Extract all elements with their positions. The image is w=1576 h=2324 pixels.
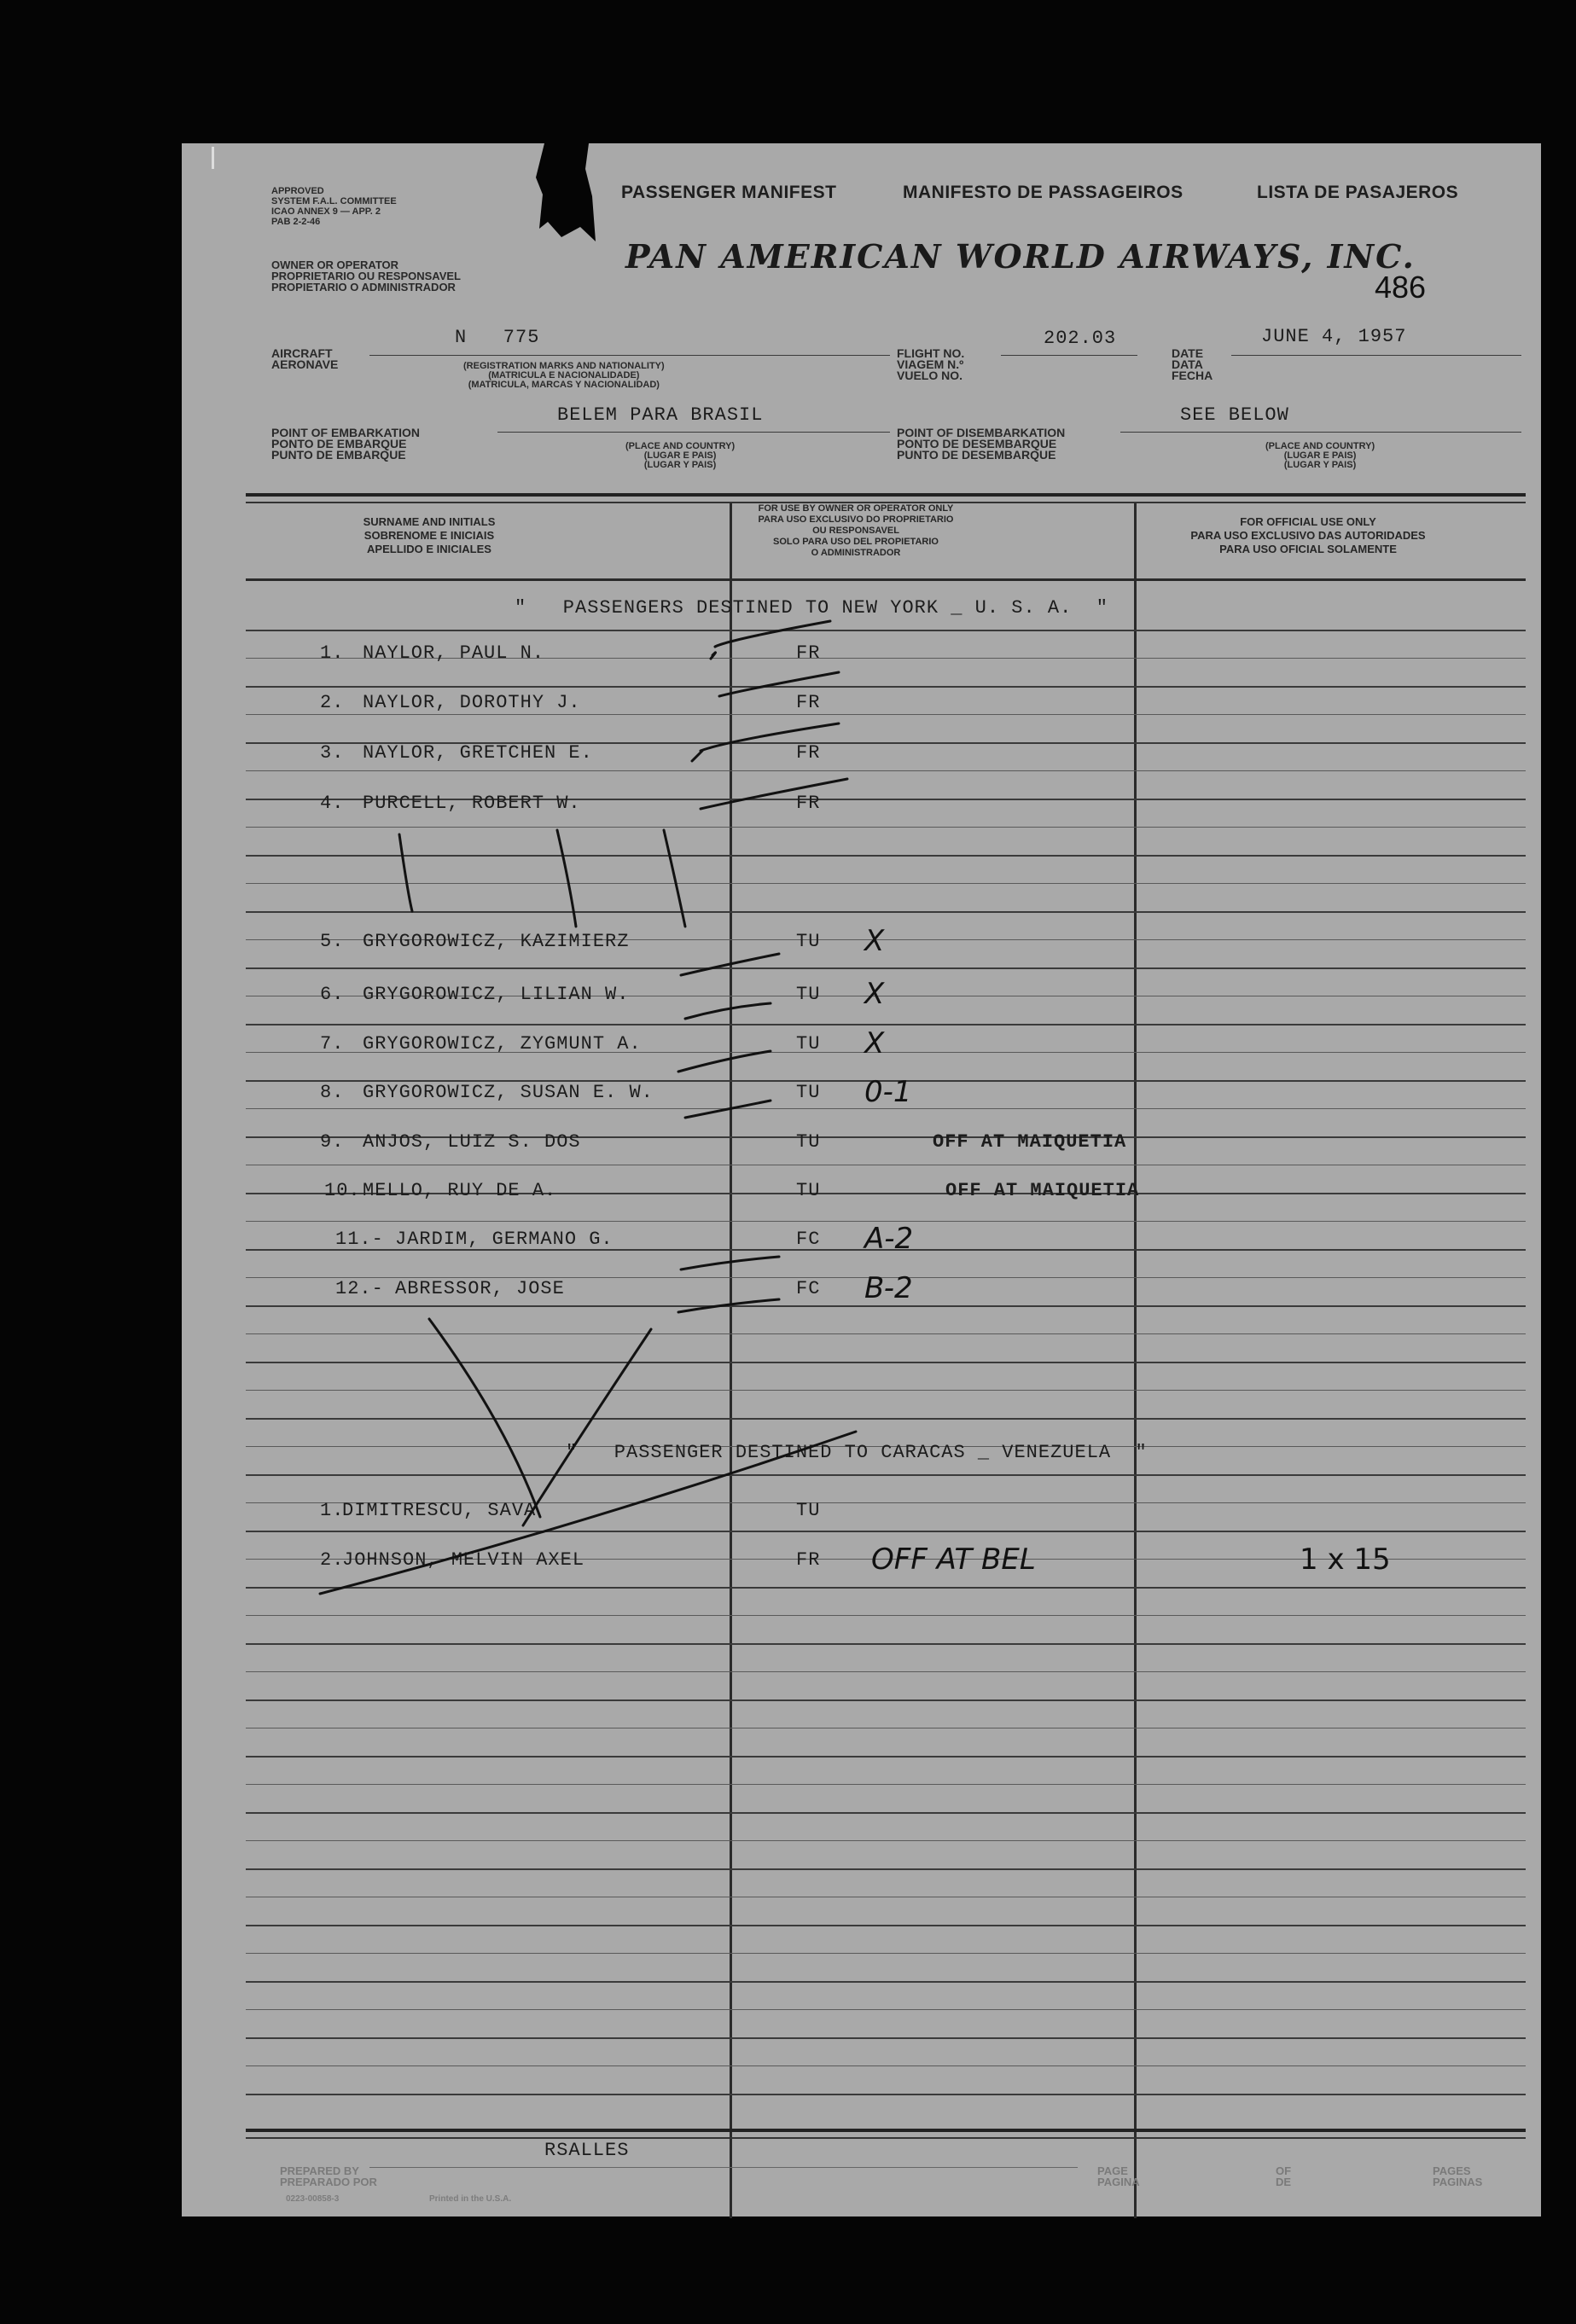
passenger-number: 8.	[320, 1082, 345, 1103]
passenger-name: NAYLOR, PAUL N.	[363, 642, 545, 664]
section-heading-ny: " PASSENGERS DESTINED TO NEW YORK _ U. S. A. "	[515, 597, 1108, 619]
prepared-label: PREPARADO POR	[280, 2176, 377, 2188]
embark-sublabel: (LUGAR Y PAIS)	[643, 460, 717, 470]
passenger-note: X	[864, 924, 885, 958]
passenger-class-code: FR	[796, 793, 821, 814]
passenger-note: OFF AT MAIQUETIA	[945, 1180, 1140, 1201]
passenger-class-code: FR	[796, 742, 821, 764]
check-mark	[719, 672, 839, 696]
check-mark	[715, 621, 830, 647]
passenger-note: OFF AT MAIQUETIA	[933, 1131, 1127, 1153]
disembark-value: SEE BELOW	[1180, 404, 1289, 426]
title-en: PASSENGER MANIFEST	[621, 183, 837, 202]
of-labels	[1276, 2165, 1291, 2187]
prepared-labels	[280, 2165, 377, 2187]
aircraft-value: N 775	[455, 327, 540, 348]
passenger-name: GRYGOROWICZ, KAZIMIERZ	[363, 931, 630, 952]
passenger-number: 12.-	[335, 1278, 384, 1299]
check-mark	[711, 653, 716, 659]
large-x-stroke	[523, 1329, 651, 1525]
disembark-label: PONTO DE DESEMBARQUE	[897, 437, 1057, 450]
col-header-line: SURNAME AND INITIALS	[363, 515, 496, 528]
dash-mark	[685, 1101, 771, 1118]
passenger-name: ABRESSOR, JOSE	[395, 1278, 565, 1299]
aircraft-label: AIRCRAFT	[271, 346, 333, 360]
embark-sublabel: (PLACE AND COUNTRY)	[625, 441, 736, 451]
pages-label: PAGINAS	[1433, 2176, 1483, 2188]
title-pt: MANIFESTO DE PASSAGEIROS	[903, 183, 1183, 202]
passenger-note: A-2	[864, 1222, 914, 1256]
col-header-line: O ADMINISTRADOR	[811, 548, 901, 558]
owner-label: PROPIETARIO O ADMINISTRADOR	[271, 281, 456, 293]
disembark-label: POINT OF DISEMBARKATION	[897, 426, 1066, 439]
approval-line: APPROVED	[271, 186, 324, 196]
passenger-name: NAYLOR, DOROTHY J.	[363, 692, 581, 713]
dash-mark	[678, 1299, 779, 1312]
aircraft-label: AERONAVE	[271, 357, 339, 371]
col-header-line: FOR OFFICIAL USE ONLY	[1240, 515, 1376, 528]
passenger-number: 4.	[320, 793, 345, 814]
col-header-line: SOLO PARA USO DEL PROPIETARIO	[773, 537, 939, 547]
passenger-number: 2.	[320, 1549, 345, 1571]
printed-note: Printed in the U.S.A.	[429, 2194, 512, 2204]
passenger-number: 7.	[320, 1033, 345, 1055]
passenger-name: ANJOS, LUIZ S. DOS	[363, 1131, 581, 1153]
flight-label: FLIGHT NO.	[897, 346, 965, 360]
passenger-number: 6.	[320, 984, 345, 1005]
pages-labels	[1433, 2165, 1482, 2187]
passenger-name: JARDIM, GERMANO G.	[395, 1229, 614, 1250]
check-mark	[701, 723, 839, 751]
section-heading-ccs: " PASSENGER DESTINED TO CARACAS _ VENEZUELA "	[566, 1442, 1148, 1463]
dash-mark	[681, 1257, 779, 1269]
prepared-label: PREPARED BY	[280, 2164, 359, 2177]
owner-label: PROPRIETARIO OU RESPONSAVEL	[271, 270, 461, 282]
passenger-number: 11.-	[335, 1229, 384, 1250]
passenger-number: 1.	[320, 642, 345, 664]
strike-mark	[399, 834, 412, 911]
passenger-name: GRYGOROWICZ, SUSAN E. W.	[363, 1082, 654, 1103]
passenger-note: 0-1	[864, 1075, 912, 1109]
page-labels	[1097, 2165, 1140, 2187]
check-mark	[692, 751, 702, 761]
dash-mark	[678, 1051, 771, 1072]
page-number-stamp: 486	[1375, 270, 1427, 305]
passenger-class-code: TU	[796, 931, 821, 952]
passenger-number: 5.	[320, 931, 345, 952]
strike-mark	[557, 830, 576, 927]
flight-value: 202.03	[1044, 328, 1117, 349]
col-header-line: FOR USE BY OWNER OR OPERATOR ONLY	[758, 503, 954, 514]
disembark-sublabel: (LUGAR Y PAIS)	[1283, 460, 1357, 470]
passenger-note: OFF AT BEL	[871, 1543, 1036, 1577]
col-header-line: APELLIDO E INICIALES	[367, 543, 491, 555]
col-header-line: SOBRENOME E INICIAIS	[363, 529, 495, 542]
passenger-note: B-2	[864, 1271, 913, 1305]
passenger-class-code: TU	[796, 1033, 821, 1055]
check-mark	[701, 779, 847, 809]
passenger-class-code: TU	[796, 1082, 821, 1103]
embark-label: PUNTO DE EMBARQUE	[271, 448, 406, 462]
passenger-number: 9.	[320, 1131, 345, 1153]
pages-label: PAGES	[1433, 2164, 1471, 2177]
dash-mark	[685, 1003, 771, 1019]
handwritten-marks	[182, 143, 1541, 2217]
passenger-class-code: FR	[796, 692, 821, 713]
passenger-class-code: FR	[796, 642, 821, 664]
large-x-stroke	[429, 1319, 540, 1517]
flight-label: VUELO NO.	[897, 369, 963, 382]
passenger-note: X	[864, 977, 885, 1011]
passenger-name: GRYGOROWICZ, ZYGMUNT A.	[363, 1033, 642, 1055]
passenger-class-code: FC	[796, 1229, 821, 1250]
passenger-name: MELLO, RUY DE A.	[363, 1180, 557, 1201]
passenger-class-code: TU	[796, 1500, 821, 1521]
date-label: FECHA	[1172, 369, 1213, 382]
owner-label: OWNER OR OPERATOR	[271, 259, 399, 271]
embark-value: BELEM PARA BRASIL	[557, 404, 764, 426]
passenger-name: JOHNSON, MELVIN AXEL	[342, 1549, 585, 1571]
passenger-name: NAYLOR, GRETCHEN E.	[363, 742, 593, 764]
col-header-line: PARA USO OFICIAL SOLAMENTE	[1219, 543, 1397, 555]
strike-mark	[664, 830, 685, 927]
official-note: 1 x 15	[1300, 1543, 1391, 1577]
approval-line: ICAO ANNEX 9 — APP. 2	[271, 206, 381, 217]
passenger-number: 2.	[320, 692, 345, 713]
form-number: 0223-00858-3	[286, 2194, 340, 2204]
strike-through-line	[320, 1432, 856, 1594]
disembark-label: PUNTO DE DESEMBARQUE	[897, 448, 1056, 462]
disembark-sublabel: (LUGAR E PAIS)	[1283, 450, 1357, 461]
col-header-line: PARA USO EXCLUSIVO DAS AUTORIDADES	[1190, 529, 1426, 542]
passenger-number: 1.	[320, 1500, 345, 1521]
col-header-line: PARA USO EXCLUSIVO DO PROPRIETARIO	[758, 514, 954, 525]
aircraft-sublabel: (REGISTRATION MARKS AND NATIONALITY)	[463, 361, 665, 371]
passenger-number: 10.	[324, 1180, 361, 1201]
date-label: DATA	[1172, 357, 1203, 371]
page-label: PAGE	[1097, 2164, 1128, 2177]
passenger-class-code: FC	[796, 1278, 821, 1299]
col-header-line: OU RESPONSAVEL	[812, 526, 899, 536]
airline-name: PAN AMERICAN WORLD AIRWAYS, INC.	[625, 237, 1416, 276]
footer-top-rule-2	[246, 2137, 1526, 2139]
passenger-name: PURCELL, ROBERT W.	[363, 793, 581, 814]
passenger-class-code: FR	[796, 1549, 821, 1571]
embark-label: PONTO DE EMBARQUE	[271, 437, 407, 450]
page-label: PAGINA	[1097, 2176, 1140, 2188]
passenger-number: 3.	[320, 742, 345, 764]
aircraft-sublabel: (MATRICULA, MARCAS Y NACIONALIDAD)	[468, 380, 660, 390]
prepared-underline	[369, 2167, 1078, 2168]
passenger-name: GRYGOROWICZ, LILIAN W.	[363, 984, 630, 1005]
footer-top-rule	[246, 2129, 1526, 2132]
of-label: OF	[1276, 2164, 1292, 2177]
flight-label: VIAGEM N.º	[897, 357, 964, 371]
date-value: JUNE 4, 1957	[1261, 326, 1407, 347]
manifest-sheet	[182, 143, 1541, 2217]
disembark-sublabel: (PLACE AND COUNTRY)	[1265, 441, 1375, 451]
aircraft-sublabel: (MATRICULA E NACIONALIDADE)	[488, 370, 640, 381]
date-label: DATE	[1172, 346, 1204, 360]
embark-label: POINT OF EMBARKATION	[271, 426, 420, 439]
approval-line: PAB 2-2-46	[271, 217, 321, 227]
dash-mark	[681, 954, 779, 975]
prepared-by-value: RSALLES	[544, 2140, 630, 2161]
passenger-class-code: TU	[796, 984, 821, 1005]
embark-sublabel: (LUGAR E PAIS)	[643, 450, 717, 461]
margin-tick	[212, 147, 214, 169]
passenger-class-code: TU	[796, 1180, 821, 1201]
of-label: DE	[1276, 2176, 1292, 2188]
title-es: LISTA DE PASAJEROS	[1257, 183, 1459, 202]
passenger-class-code: TU	[796, 1131, 821, 1153]
passenger-note: X	[864, 1026, 885, 1060]
passenger-name: DIMITRESCU, SAVA	[342, 1500, 537, 1521]
approval-line: SYSTEM F.A.L. COMMITTEE	[271, 196, 397, 206]
